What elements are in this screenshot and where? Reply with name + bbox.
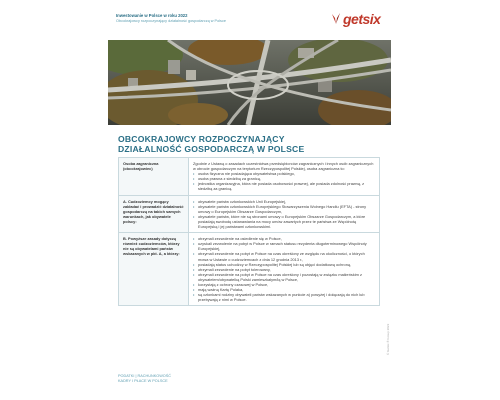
document-header — [108, 13, 398, 33]
header-photo — [108, 40, 391, 125]
side-copyright: © Getsix ® Group 2022 — [386, 323, 390, 355]
row-label: A. Cudzoziemcy mogący zakładać i prowadzić działalność gospodarczą na takich samych warunkach, jak obywatele polscy: — [119, 195, 189, 233]
section-heading — [118, 134, 378, 154]
list-item: • osoba prawna z siedzibą za granicą, — [193, 176, 375, 181]
city-aerial-image — [108, 40, 391, 125]
list-item: • posiadają status uchodźcy w Rzeczypospolitej Polskiej lub są objęci dodatkową ochroną, — [193, 262, 375, 267]
list-item: • osoba fizyczna nie posiadająca obywatelstwa polskiego, — [193, 171, 375, 176]
list-item: • mają ważną Kartę Polaka, — [193, 287, 375, 292]
row-intro: Zgodnie z Ustawą o zasadach uczestnictwa przedsiębiorców zagranicznych i innych osób zagranicznych w obrocie gospodarczym na terytorium Rzeczypospolitej Polskiej, osoba zagraniczna to: — [193, 161, 374, 172]
list-item: • otrzymali zezwolenie na pobyt w Polsce na czas określony ze względu na okoliczności, o których mowa w Ustawie o cudzoziemcach z dnia 12 grudnia 2013 r., — [193, 251, 375, 261]
list-item: • jednostka organizacyjna, która nie posiada osobowości prawnej, ale posiada zdolność prawną, z siedzibą za granicą. — [193, 181, 375, 191]
row-content — [189, 195, 380, 233]
header-subtitle: Obcokrajowcy rozpoczynający działalność gospodarczą w Polsce — [116, 19, 226, 23]
bullet-list — [193, 199, 375, 230]
row-content — [189, 233, 380, 306]
logo-text: getsix — [343, 11, 381, 27]
bullet-list — [193, 236, 375, 302]
logo-mark-icon — [330, 12, 342, 26]
list-item: • otrzymali zezwolenie na osiedlenie się w Polsce, — [193, 236, 375, 241]
list-item: • obywatele państw, które nie są stronami umowy o Europejskim Obszarze Gospodarczym, a które posiadają swobodę ustanawiania na mocy umów zawartych przez te państwa ze Wspólnotą Europejską i jej państwami członkowskimi. — [193, 214, 375, 229]
row-label: B. Powyższe zasady dotyczą również cudzoziemców, którzy nie są obywatelami państw wskazanych w pkt. A, a którzy: — [119, 233, 189, 306]
list-item: • otrzymali zezwolenie na pobyt w Polsce na czas określony i pozostają w związku małżeńskim z obywatelem/obywatelką Polski zamieszkałym/łą w Polsce, — [193, 272, 375, 282]
footer-line-1: PODATKI | RACHUNKOWOŚĆ — [118, 374, 172, 378]
list-item: • obywatele państw członkowskich Europejskiego Stowarzyszenia Wolnego Handlu (EFTA) - strony umowy o Europejskim Obszarze Gospodarczym, — [193, 204, 375, 214]
header-title: Inwestowanie w Polsce w roku 2022 — [116, 13, 188, 18]
bullet-list — [193, 171, 375, 191]
list-item: • uzyskali zezwolenie na pobyt w Polsce w ramach statusu rezydenta długoterminowego Wspólnoty Europejskiej, — [193, 241, 375, 251]
info-table — [118, 157, 380, 306]
heading-line-1: OBCOKRAJOWCY ROZPOCZYNAJĄCY — [118, 134, 285, 144]
list-item: • otrzymali zezwolenie na pobyt tolerowany, — [193, 267, 375, 272]
row-label: Osoba zagraniczna (obcokrajowiec) — [119, 158, 189, 196]
list-item: • korzystają z ochrony czasowej w Polsce, — [193, 282, 375, 287]
footer-line-2: KADRY I PŁACE W POLSCE — [118, 379, 168, 383]
list-item: • obywatele państw członkowskich Unii Europejskiej, — [193, 199, 375, 204]
row-content — [189, 158, 380, 196]
document-footer — [118, 374, 171, 384]
list-item: • są członkami rodziny obywateli państw wskazanych w punkcie a) powyżej i dołączają do nich lub przebywają z nimi w Polsce. — [193, 292, 375, 302]
getsix-logo — [330, 11, 380, 27]
table-row — [119, 158, 380, 196]
table-row — [119, 233, 380, 306]
table-row — [119, 195, 380, 233]
heading-line-2: DZIAŁALNOŚĆ GOSPODARCZĄ W POLSCE — [118, 144, 305, 154]
